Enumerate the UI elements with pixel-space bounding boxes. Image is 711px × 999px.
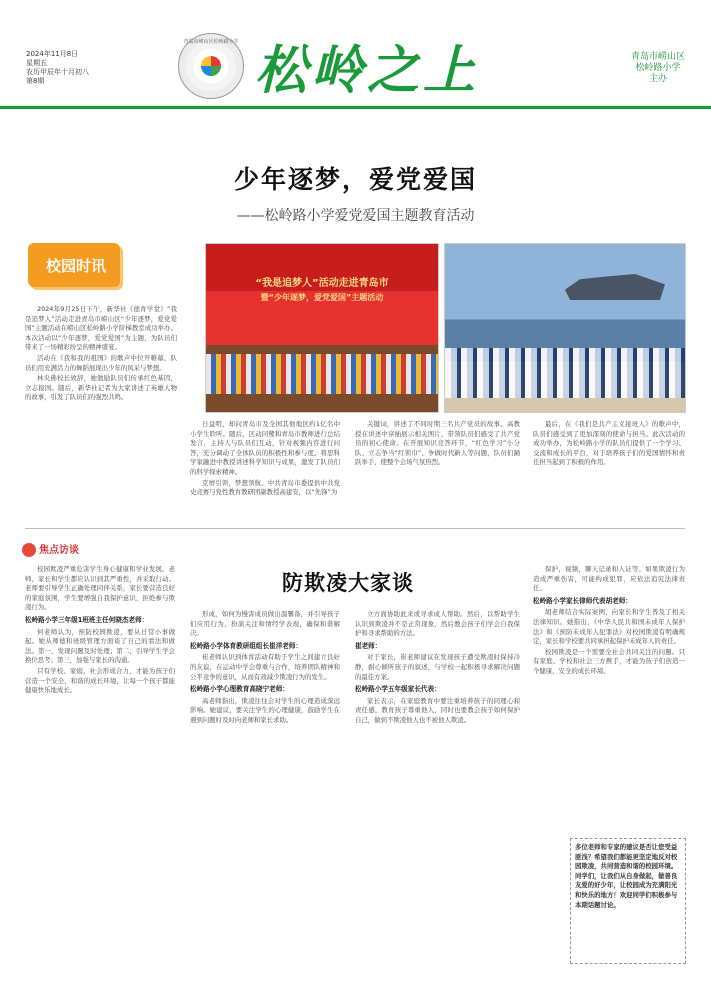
publisher-block (612, 52, 704, 85)
article2-para: 保护，视频，聊天记录和人证等。如果欺凌行为造成严重伤害，可能构成犯罪，应依法追究法律责任。 (533, 565, 685, 593)
warship-screen-image (565, 274, 665, 300)
article2-para: 立方面协助此来或寻求成人帮助。然后，以帮助学生认识到欺凌并不是正常现象，然后教会孩子们学会自我保护和寻求帮助的方法。 (355, 610, 520, 638)
focus-interview-tag (22, 541, 79, 557)
issue-lunar-date: 农历甲辰年十月初八 (26, 68, 89, 76)
publisher-role: 主办 (648, 74, 667, 84)
article2-para: 高老师指出，欺凌往往会对学生的心理造成深远影响。她建议，要关注学生的心理健康，鼓励学生在遇到问题时及时向老师和家长求助。 (190, 696, 340, 724)
article1-para: 日益明，却问青岛市及全国其他地区约1亿名中小学生聆听。随后，区动同鹭和青岛市教师进行总结发言，主持人与队员们互动，针对视频内容进行问答，充分调动了全体队员的积极性和参与度。将思科学家融进中教授讲述科学知识与成果，激发了队员们的科学探索精神。 (190, 420, 340, 476)
article2-subhead: 松岭路小学体育教研组组长崔洋老师： (190, 641, 303, 650)
performers-image (206, 354, 438, 394)
article2-para: 崔老师认识到体育活动有助于学生之间建立良好的友谊，在运动中学会尊重与合作，培养团队精神和公平竞争的意识，从而有效减少欺凌行为的发生。 (190, 653, 340, 681)
issue-number: 第8期 (26, 77, 45, 85)
article2-para: 对于家长，崔老师建议在发现孩子遭受欺凌时保持冷静，耐心倾听孩子的叙述，与学校一起积极寻求解决问题的最佳方案。 (355, 653, 520, 681)
event-photo-dance (444, 243, 686, 413)
article2-col4 (533, 565, 685, 830)
article1-para: 最后，在《我们是共产主义接班人》的歌声中，队员们感受到了更加深刻的使命与担当。此次活动的成功举办，为松岭路小学的队员们提供了一个学习、交流和成长的平台，对于培养孩子们的爱国情怀和责任担当起到了积极的作用。 (533, 420, 685, 467)
article1-para: 活动在《我和我的祖国》的歌声中拉开帷幕，队员们用充满活力的舞蹈展现出少年的风采与梦想。 (25, 353, 177, 372)
article2-col2 (190, 610, 340, 965)
article2-para: 形成，如何为慢害成员做出温馨备，并引导孩子们应用行为，扮演关注和情经学表现，确保和谐解决。 (190, 610, 340, 638)
section-title: 防欺凌大家谈 (282, 571, 414, 595)
article2-para: 只有学校、家庭、社会形成合力，才能为孩子们营造一个安全、和谐的成长环境，让每一个孩子都能健康快乐地成长。 (25, 666, 175, 695)
school-seal-logo (178, 33, 244, 99)
issue-weekday: 星期五 (26, 59, 47, 67)
stage-banner-text: “我是追梦人”活动走进青岛市 (255, 278, 389, 289)
article1-col1 (25, 305, 177, 520)
article2-para: 校园欺凌是一个需要全社会共同关注的问题。只有家庭、学校和社会三方携手，才能为孩子们创造一个健康、安全的成长环境。 (533, 647, 685, 675)
publisher-school: 松岭路小学 (635, 63, 681, 73)
article2-col3 (355, 610, 520, 965)
masthead-date-block (26, 50, 89, 86)
stage-banner-subtext: 暨“少年逐梦，爱党爱国”主题活动 (260, 293, 384, 302)
article2-subhead: 崔老师： (355, 641, 382, 650)
section-divider (25, 528, 685, 529)
closing-note-box (570, 838, 686, 964)
seal-emblem-icon (201, 56, 221, 76)
article2-subhead: 松岭路小学心理教育高晓宁老师： (190, 685, 289, 694)
focus-interview-label: 焦点访谈 (39, 545, 79, 556)
article1-col4 (533, 420, 685, 520)
article1-para: 克磨引领，梦想领航。中共青岛市委提供中共党史竞赛与党性教育教研团副教授高建安，以“先锋”为 (190, 478, 340, 497)
page-headline: 少年逐梦，爱党爱国 (233, 165, 477, 194)
article2-para: 家长表示，在家庭教育中要注重培养孩子的同理心和责任感，教育孩子尊重他人，同时也要教会孩子如何保护自己，做到不欺凌他人也不被他人欺凌。 (355, 696, 520, 724)
article1-para: 2024年9月25日下午，新华社《德育学堂》“我是追梦人”活动走进青岛市崂山区“少年逐梦，爱党爱国”主题活动在崂山区松岭路小学阶梯教室成功举办。本次活动以“少年逐梦，爱党爱国”为主题，为队员们带来了一场精彩纷呈的精神盛宴。 (25, 305, 177, 352)
article1-para: 关键词，讲述了不同时期三名共产党员的故事。高教授在讲述中穿插展示相关图片，带领队员们感受了共产党员的初心使命。在开展知识竞答环节，“红色学习”小分队、立志争当“红领巾”、争做时代新人等问题，队员们踊跃举手，使整个会场气氛热烈。 (355, 420, 520, 467)
article2-subhead: 松岭路小学三年级1班班主任何晓杰老师： (25, 615, 149, 624)
newspaper-logo: 松岭之上 (255, 40, 480, 101)
article1-para: 林央佛校长致辞，她勉励队员们传承红色基因，立志报国。随后，新华社记者为大家讲述了英雄人物的故事，引发了队员们的强烈共鸣。 (25, 374, 177, 402)
publisher-district: 青岛市崂山区 (630, 52, 685, 62)
seal-text: 青岛市崂山区松岭路小学 (183, 39, 239, 45)
masthead-rule (0, 106, 711, 109)
article2-para: 胡老师结合实际案例，向家长和学生普及了相关法律知识。她指出，《中华人民共和国未成年人保护法》和《预防未成年人犯罪法》对校园欺凌有明确规定，家长和学校要共同承担起保护未成年人的责任。 (533, 608, 685, 646)
article1-col3 (355, 420, 520, 520)
focus-interview-icon (22, 543, 36, 557)
article2-subhead: 松岭路小学五年级家长代表： (355, 685, 441, 694)
article2-para: 何老师认为，预防校园欺凌，要从日常小事做起。她从师德和班级管理方面谈了自己的看法和做法。第一，发现问题及时处理；第二，引导学生学会换位思考；第三，加强与家长的沟通。 (25, 627, 175, 665)
article1-col2 (190, 420, 340, 520)
page-subheadline: ——松岭路小学爱党爱国主题教育活动 (236, 208, 475, 224)
campus-news-tag-label: 校园时讯 (46, 257, 107, 275)
article2-col1 (25, 565, 175, 965)
article2-subhead: 松岭路小学家长律师代表胡老师： (533, 596, 632, 605)
dancers-image (445, 348, 685, 398)
event-photo-stage (205, 243, 439, 413)
issue-date: 2024年11月8日 (26, 50, 79, 58)
article2-para: 校园欺凌严重危害学生身心健康和学业发展。老师、家长和学生都应认识到其严重性，并采取行动。老师要引导学生正确处理同伴关系，家长要营造良好的家庭氛围，学生要增强自我保护意识，拒绝参与欺凌行为。 (25, 565, 175, 612)
closing-note-text: 多位老师和专家的建议是否让您受益匪浅？希望我们都能更坚定地反对校园欺凌，共同营造和谐的校园环境。同学们，让我们从自身做起，做善良友爱的好少年，让校园成为充满阳光和快乐的地方！欢迎同学们积极参与本期话题讨论。 (575, 843, 678, 909)
campus-news-tag (28, 243, 120, 287)
